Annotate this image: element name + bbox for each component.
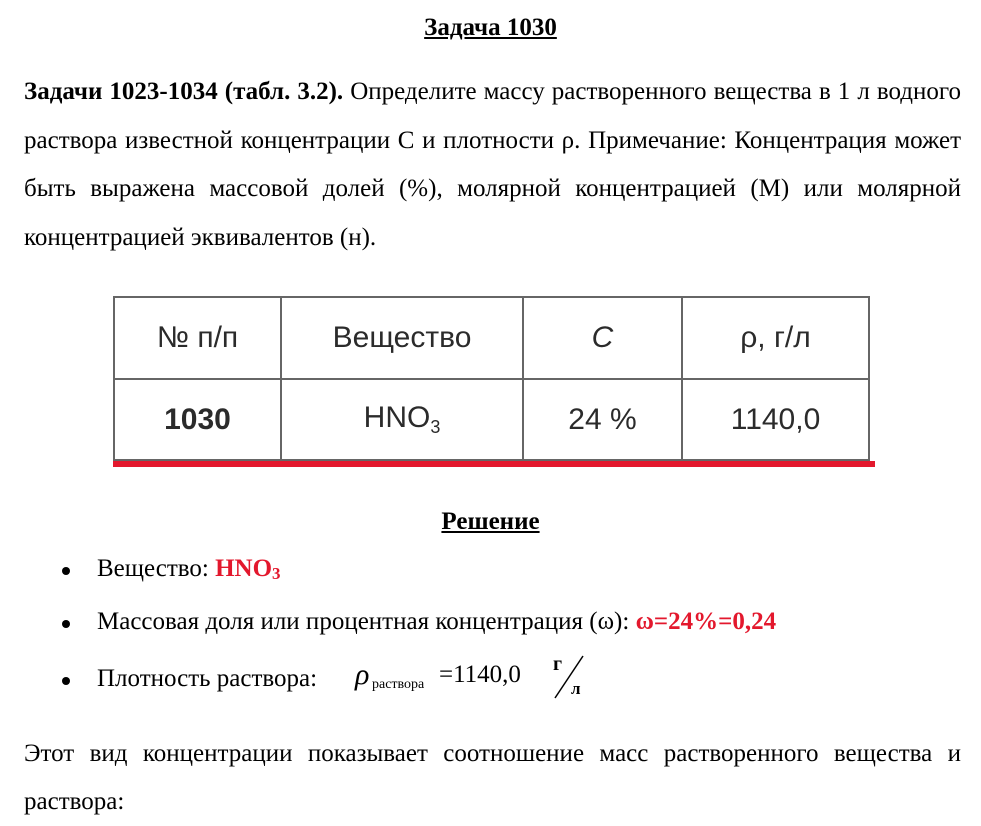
bullet-icon: [62, 620, 70, 628]
substance-value-sub: 3: [272, 564, 281, 583]
header-concentration: C: [523, 297, 682, 379]
substance-value: [215, 555, 280, 582]
problem-statement: [24, 68, 961, 262]
unit-denominator: л: [571, 679, 581, 698]
header-substance: Вещество: [281, 297, 523, 379]
problem-text: Определите массу растворенного вещества в 1 л водного раствора известной концентрации С и плотности ρ. Примечание: Концентрация может быть выражена массовой долей (%), молярной концентрацией (М) или молярной концентрацией эквивалентов (н).: [24, 78, 961, 251]
mass-fraction-value: ω=24%=0,24: [635, 608, 777, 635]
header-density: ρ, г/л: [682, 297, 869, 379]
problem-title: Задача 1030: [424, 14, 557, 41]
density-value: =1140,0: [439, 661, 521, 688]
header-number: № п/п: [114, 297, 281, 379]
closing-paragraph: Этот вид концентрации показывает соотношение масс растворенного вещества и раствора:: [24, 740, 961, 815]
item-label: Массовая доля или процентная концентрация (ω):: [97, 608, 636, 635]
solution-heading: Решение: [441, 508, 540, 535]
data-table-image: [113, 296, 873, 467]
substance-subscript: 3: [430, 417, 441, 437]
cell-density: 1140,0: [682, 379, 869, 460]
item-substance: [97, 555, 281, 584]
cell-concentration: 24 %: [523, 379, 682, 460]
table-header-row: [114, 297, 869, 379]
substance-formula: HNO: [363, 401, 431, 434]
table-row: [114, 379, 869, 460]
problem-range-label: Задачи 1023-1034 (табл. 3.2).: [24, 78, 344, 105]
rho-symbol: ρ: [355, 658, 370, 691]
table-underline: [113, 461, 875, 467]
substance-value-main: HNO: [215, 555, 273, 582]
unit-numerator: г: [553, 653, 563, 675]
rho-subscript: раствора: [372, 677, 425, 692]
item-density: Плотность раствора:: [97, 665, 318, 692]
cell-substance: [281, 379, 523, 460]
cell-number: 1030: [114, 379, 281, 460]
data-table: [113, 296, 870, 461]
density-formula: [355, 653, 595, 708]
fraction-slash-icon: [551, 654, 587, 700]
bullet-icon: [62, 677, 70, 685]
bullet-icon: [62, 567, 70, 575]
item-mass-fraction: [97, 608, 776, 636]
item-label: Вещество:: [97, 555, 216, 582]
